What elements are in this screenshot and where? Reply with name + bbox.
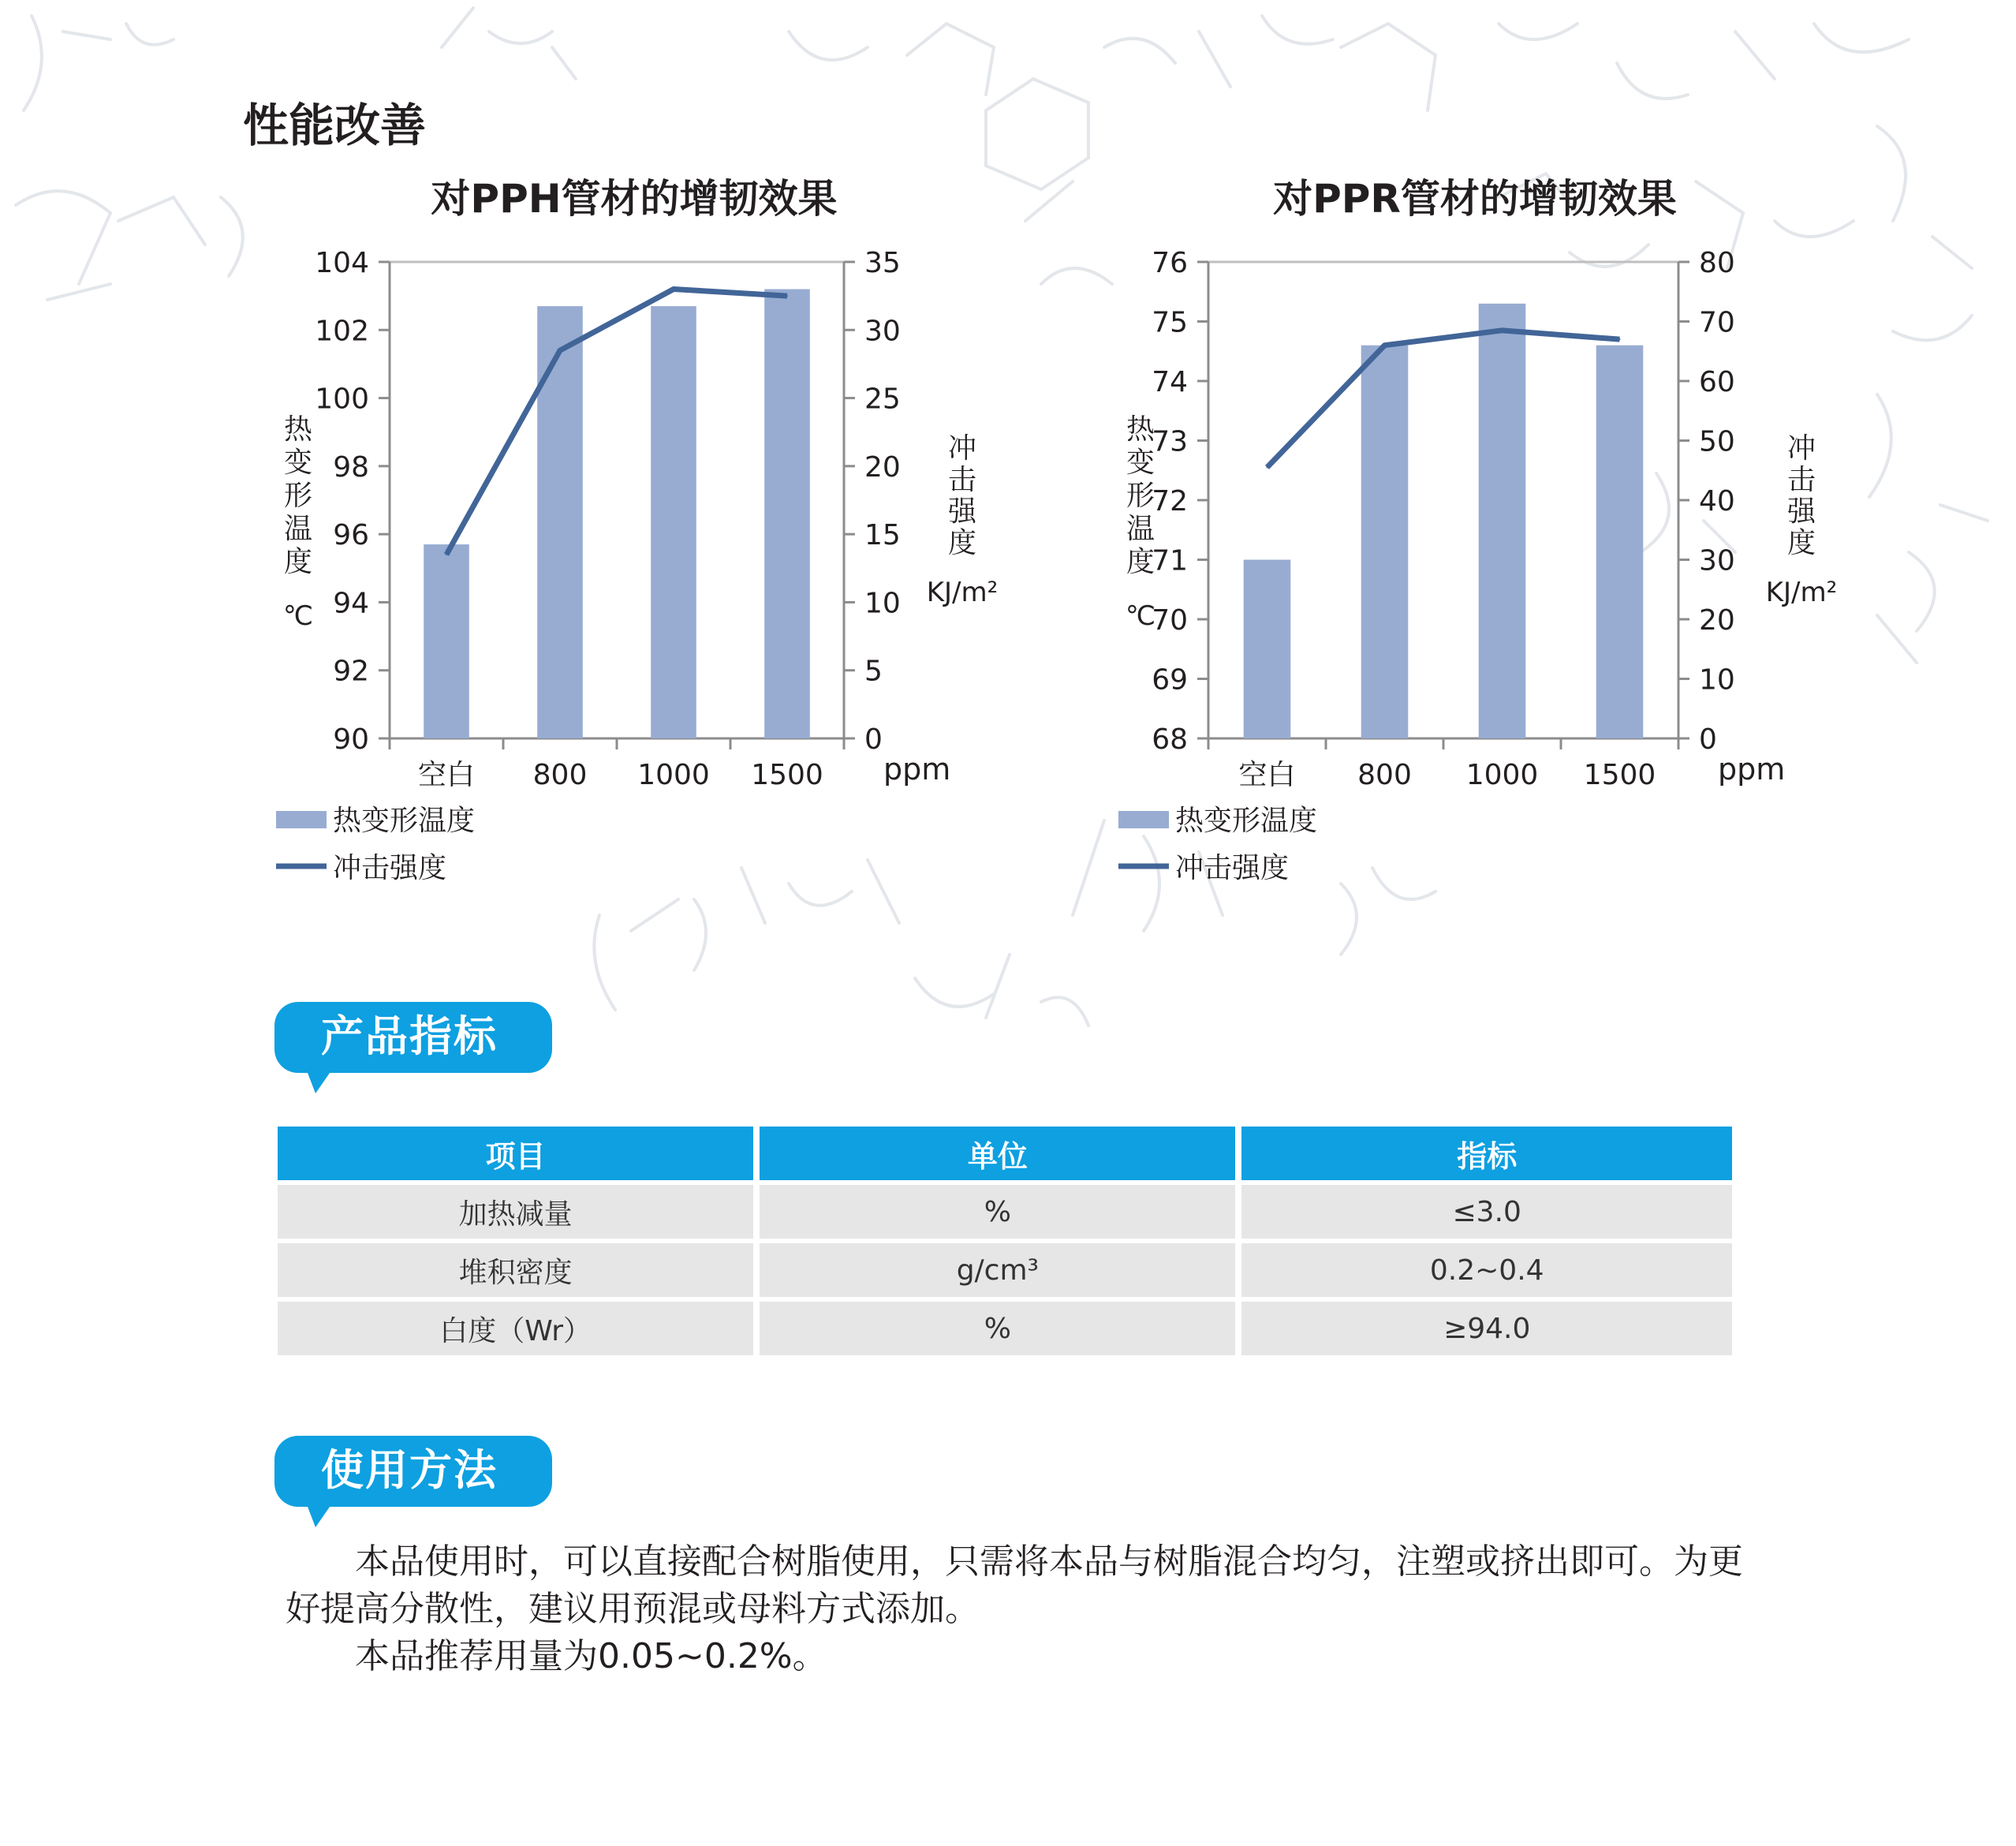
table-cell: ≥94.0 bbox=[1241, 1302, 1732, 1355]
left-axis-unit: ℃ bbox=[1125, 600, 1156, 632]
left-tick-label: 104 bbox=[315, 247, 369, 279]
x-tick-label: 1500 bbox=[1583, 759, 1656, 791]
left-tick-label: 70 bbox=[1152, 604, 1188, 637]
left-tick-label: 68 bbox=[1152, 723, 1188, 756]
left-tick-label: 75 bbox=[1152, 306, 1188, 339]
page-title: 性能改善 bbox=[243, 99, 427, 152]
left-axis-title-char: 热 bbox=[283, 413, 313, 446]
chart-title-pph: 对PPH管材的增韧效果 bbox=[431, 176, 838, 222]
right-axis-title-char: 度 bbox=[947, 527, 977, 559]
right-tick-label: 5 bbox=[864, 655, 883, 688]
left-tick-label: 71 bbox=[1152, 544, 1188, 577]
right-tick-label: 40 bbox=[1699, 485, 1735, 518]
spec-table bbox=[271, 1122, 1738, 1360]
right-tick-label: 30 bbox=[864, 315, 901, 348]
left-axis-title-char: 形 bbox=[1126, 480, 1155, 512]
x-tick-label: 空白 bbox=[417, 759, 476, 791]
section-heading-product-spec: 产品指标 bbox=[321, 1011, 498, 1061]
legend-bar-swatch bbox=[1118, 811, 1169, 828]
left-tick-label: 96 bbox=[333, 519, 369, 552]
left-axis-unit: ℃ bbox=[282, 600, 314, 632]
usage-paragraph-2: 本品推荐用量为0.05~0.2%。 bbox=[355, 1636, 827, 1676]
table-row bbox=[278, 1302, 1732, 1355]
x-tick-label: 空白 bbox=[1238, 759, 1296, 791]
table-row bbox=[278, 1185, 1732, 1239]
line-point bbox=[1267, 466, 1268, 468]
right-axis-unit: KJ/m² bbox=[926, 577, 999, 608]
right-tick-label: 10 bbox=[864, 587, 901, 620]
table-header-item: 项目 bbox=[278, 1127, 753, 1180]
bar-heat-deflection bbox=[1361, 346, 1409, 738]
left-tick-label: 72 bbox=[1152, 485, 1188, 518]
table-cell: 堆积密度 bbox=[278, 1243, 753, 1297]
right-axis-title-char: 强 bbox=[1786, 495, 1816, 528]
left-axis-title-char: 热 bbox=[1126, 413, 1155, 446]
bar-heat-deflection bbox=[1244, 560, 1291, 739]
section-badge-product-spec bbox=[267, 996, 558, 1114]
bar-heat-deflection bbox=[1479, 304, 1526, 738]
table-cell: ≤3.0 bbox=[1241, 1185, 1732, 1239]
right-tick-label: 20 bbox=[1699, 604, 1735, 637]
left-tick-label: 90 bbox=[333, 723, 369, 756]
left-tick-label: 94 bbox=[333, 587, 369, 620]
right-axis-title-char: 击 bbox=[947, 464, 977, 496]
right-axis-title-char: 强 bbox=[947, 495, 977, 528]
table-cell: 0.2~0.4 bbox=[1241, 1243, 1732, 1297]
left-tick-label: 92 bbox=[333, 655, 369, 688]
section-heading-usage: 使用方法 bbox=[321, 1445, 498, 1495]
legend-line-label: 冲击强度 bbox=[333, 852, 447, 884]
right-tick-label: 20 bbox=[864, 450, 901, 484]
chart-title-ppr: 对PPR管材的增韧效果 bbox=[1273, 176, 1677, 222]
table-cell: 白度（Wr） bbox=[278, 1302, 753, 1355]
usage-text bbox=[286, 1538, 1753, 1680]
left-axis-title-char: 度 bbox=[1126, 546, 1155, 578]
right-axis-title-char: 冲 bbox=[947, 432, 977, 465]
table-header-row bbox=[278, 1127, 1732, 1180]
left-axis-title-char: 温 bbox=[283, 513, 313, 545]
left-tick-label: 74 bbox=[1152, 366, 1188, 398]
right-tick-label: 0 bbox=[864, 723, 883, 756]
x-tick-label: 800 bbox=[532, 759, 588, 791]
line-impact-strength bbox=[1267, 331, 1620, 468]
section-badge-usage bbox=[267, 1429, 558, 1548]
left-tick-label: 69 bbox=[1152, 663, 1188, 697]
line-point bbox=[1619, 338, 1621, 340]
table-cell: % bbox=[760, 1302, 1235, 1355]
right-tick-label: 30 bbox=[1699, 544, 1735, 577]
right-tick-label: 35 bbox=[864, 247, 901, 279]
right-tick-label: 50 bbox=[1699, 425, 1735, 458]
left-tick-label: 73 bbox=[1152, 425, 1188, 458]
left-tick-label: 98 bbox=[333, 450, 369, 484]
right-tick-label: 0 bbox=[1699, 723, 1717, 756]
left-tick-label: 102 bbox=[315, 315, 369, 348]
table-cell: % bbox=[760, 1185, 1235, 1239]
left-axis-title-char: 变 bbox=[283, 447, 313, 479]
right-tick-label: 70 bbox=[1699, 306, 1735, 339]
table-header-unit: 单位 bbox=[760, 1127, 1235, 1180]
table-cell: 加热减量 bbox=[278, 1185, 753, 1239]
right-tick-label: 80 bbox=[1699, 247, 1735, 279]
legend-bar-label: 热变形温度 bbox=[1175, 805, 1318, 837]
table-cell: g/cm³ bbox=[760, 1243, 1235, 1297]
x-unit-label: ppm bbox=[883, 752, 951, 787]
chart-ppr bbox=[0, 221, 2016, 915]
left-axis-title-char: 度 bbox=[283, 546, 313, 578]
right-axis-title-char: 度 bbox=[1786, 527, 1816, 559]
x-tick-label: 1000 bbox=[1465, 759, 1539, 791]
right-axis-title-char: 冲 bbox=[1786, 432, 1816, 465]
left-axis-title-char: 温 bbox=[1126, 513, 1155, 545]
usage-paragraph-1: 本品使用时，可以直接配合树脂使用，只需将本品与树脂混合均匀，注塑或挤出即可。为更好提高分散性，建议用预混或母料方式添加。 bbox=[286, 1541, 1743, 1629]
left-axis-title-char: 变 bbox=[1126, 447, 1155, 479]
legend-bar-label: 热变形温度 bbox=[333, 805, 476, 837]
right-tick-label: 15 bbox=[864, 519, 901, 552]
x-tick-label: 1000 bbox=[637, 759, 710, 791]
bar-heat-deflection bbox=[1596, 346, 1644, 738]
right-axis-unit: KJ/m² bbox=[1765, 577, 1838, 608]
right-axis-title-char: 击 bbox=[1786, 464, 1816, 496]
right-tick-label: 60 bbox=[1699, 366, 1735, 398]
right-tick-label: 10 bbox=[1699, 663, 1735, 697]
x-tick-label: 1500 bbox=[751, 759, 823, 791]
right-tick-label: 25 bbox=[864, 383, 901, 416]
table-header-spec: 指标 bbox=[1241, 1127, 1732, 1180]
legend-line-label: 冲击强度 bbox=[1175, 852, 1290, 884]
left-axis-title-char: 形 bbox=[283, 480, 313, 512]
table-row bbox=[278, 1243, 1732, 1297]
line-point bbox=[1502, 330, 1503, 331]
x-tick-label: 800 bbox=[1357, 759, 1412, 791]
x-unit-label: ppm bbox=[1718, 752, 1786, 787]
left-tick-label: 100 bbox=[315, 383, 369, 416]
left-tick-label: 76 bbox=[1152, 247, 1188, 279]
line-point bbox=[1384, 345, 1386, 346]
